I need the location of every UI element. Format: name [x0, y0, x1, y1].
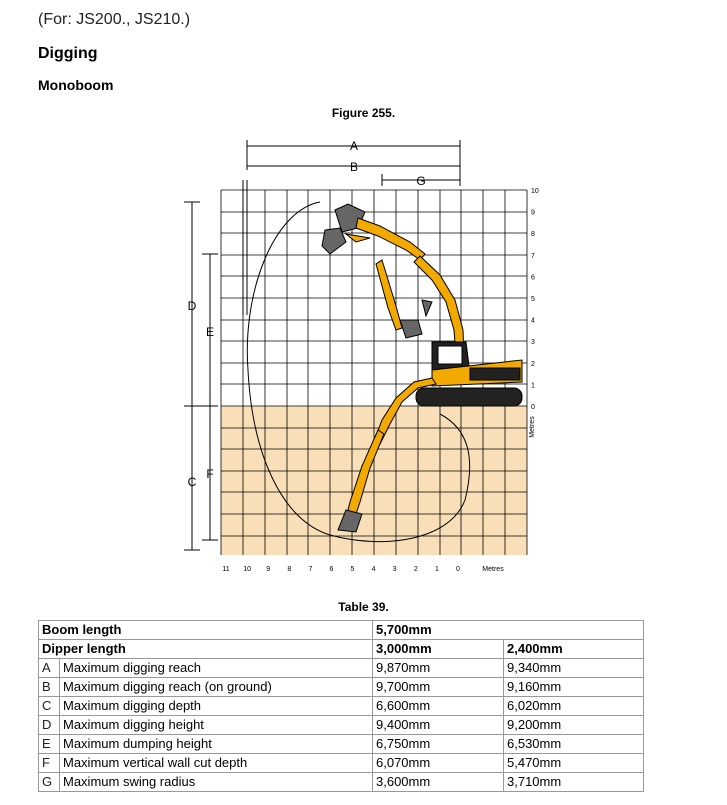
dim-label-f: F — [206, 467, 214, 481]
y-tick-label: 2 — [531, 360, 535, 368]
dim-label-g: G — [416, 174, 426, 188]
x-tick-label: 11 — [222, 566, 230, 573]
spec-label: Maximum swing radius — [60, 773, 373, 792]
x-tick-label: 1 — [434, 566, 439, 573]
x-tick-label: 3 — [392, 566, 397, 573]
spec-label: Maximum digging depth — [60, 697, 373, 716]
spec-v2: 9,340mm — [504, 659, 644, 678]
spec-v1: 9,400mm — [373, 716, 504, 735]
spec-label: Maximum digging height — [60, 716, 373, 735]
spec-letter: E — [39, 735, 60, 754]
spec-label: Maximum vertical wall cut depth — [60, 754, 373, 773]
dipper-length-row — [39, 640, 644, 659]
dipper-length-value-2: 2,400mm — [504, 640, 644, 659]
x-tick-label: 9 — [266, 566, 271, 573]
subsection-heading: Monoboom — [38, 77, 114, 93]
y-tick-label: 6 — [531, 274, 535, 282]
x-tick-label: 10 — [243, 566, 251, 573]
y-tick-label: 8 — [531, 231, 535, 239]
spec-v1: 9,700mm — [373, 678, 504, 697]
x-axis-ticks — [222, 566, 460, 573]
y-axis-unit: Metres — [529, 416, 536, 438]
spec-label: Maximum dumping height — [60, 735, 373, 754]
boom-length-value: 5,700mm — [373, 621, 644, 640]
section-heading: Digging — [38, 45, 98, 62]
spec-row — [39, 697, 644, 716]
figure-caption: Figure 255. — [331, 106, 396, 120]
spec-letter: F — [39, 754, 60, 773]
y-tick-label: 10 — [531, 188, 539, 195]
spec-v2: 3,710mm — [504, 773, 644, 792]
spec-v2: 9,200mm — [504, 716, 644, 735]
model-applicability: (For: JS200., JS210.) — [38, 11, 191, 28]
y-tick-label: 5 — [531, 296, 535, 303]
spec-letter: A — [39, 659, 60, 678]
y-tick-label: 4 — [531, 317, 535, 325]
spec-row — [39, 735, 644, 754]
spec-row — [39, 678, 644, 697]
spec-letter: B — [39, 678, 60, 697]
x-tick-label: 7 — [308, 566, 313, 573]
excavator-body — [416, 342, 522, 406]
dim-label-e: E — [205, 325, 215, 339]
dim-label-d: D — [187, 299, 197, 313]
spec-row — [39, 659, 644, 678]
spec-v1: 6,750mm — [373, 735, 504, 754]
spec-v2: 9,160mm — [504, 678, 644, 697]
specifications-table — [38, 620, 644, 792]
spec-row — [39, 773, 644, 792]
boom-length-row — [39, 621, 644, 640]
table-caption: Table 39. — [338, 600, 389, 614]
x-axis-unit: Metres — [482, 566, 504, 573]
y-tick-label: 3 — [531, 339, 535, 347]
spec-v2: 5,470mm — [504, 754, 644, 773]
y-tick-label: 7 — [531, 252, 535, 260]
spec-v1: 9,870mm — [373, 659, 504, 678]
spec-label: Maximum digging reach (on ground) — [60, 678, 373, 697]
dipper-length-label: Dipper length — [39, 640, 373, 659]
spec-label: Maximum digging reach — [60, 659, 373, 678]
spec-v2: 6,530mm — [504, 735, 644, 754]
x-tick-label: 8 — [287, 566, 292, 573]
x-tick-label: 6 — [329, 566, 334, 573]
y-tick-label: 0 — [531, 404, 535, 411]
x-tick-label: 2 — [413, 566, 418, 573]
dim-label-c: C — [187, 475, 197, 489]
spec-v2: 6,020mm — [504, 697, 644, 716]
x-tick-label: 5 — [350, 566, 355, 573]
y-tick-label: 1 — [531, 382, 535, 390]
excavator-raised-arm — [322, 204, 464, 356]
y-axis-ticks — [531, 188, 539, 411]
dim-label-a: A — [349, 139, 359, 153]
y-tick-label: 9 — [531, 209, 535, 217]
dipper-length-value-1: 3,000mm — [373, 640, 504, 659]
spec-v1: 6,600mm — [373, 697, 504, 716]
spec-letter: G — [39, 773, 60, 792]
digging-envelope-figure — [170, 130, 550, 580]
spec-letter: D — [39, 716, 60, 735]
spec-row — [39, 716, 644, 735]
spec-v1: 3,600mm — [373, 773, 504, 792]
spec-v1: 6,070mm — [373, 754, 504, 773]
x-tick-label: 4 — [371, 566, 376, 573]
x-tick-label: 0 — [456, 566, 460, 573]
dim-label-b: B — [349, 160, 359, 174]
boom-length-label: Boom length — [39, 621, 373, 640]
spec-row — [39, 754, 644, 773]
spec-letter: C — [39, 697, 60, 716]
